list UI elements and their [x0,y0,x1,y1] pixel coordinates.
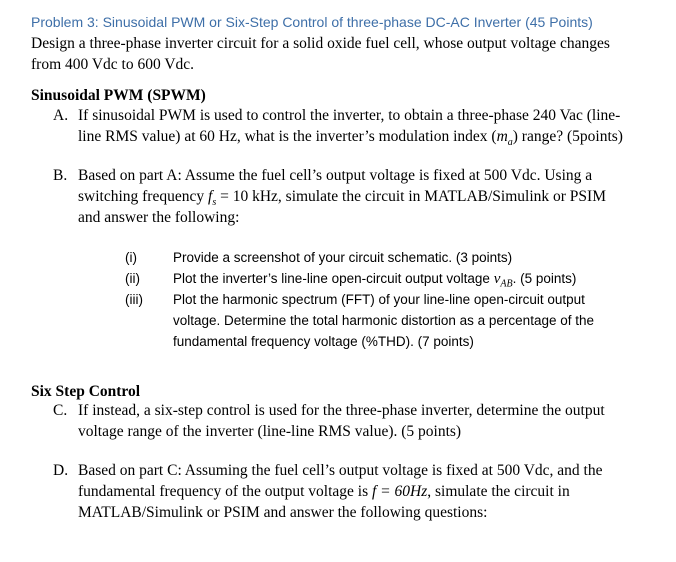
subitem-ii-text-post: . (5 points) [512,271,577,286]
subitem-iii-line-2: voltage. Determine the total harmonic distortion as a percentage of the [173,313,594,328]
part-a-line-2-pre: line RMS value) at 60 Hz, what is the inverter’s modulation index ( [78,128,497,145]
part-c-label: C. [53,402,68,419]
part-d-line-2 [78,481,570,503]
subitem-iii-line-1: Plot the harmonic spectrum (FFT) of your line-line open-circuit output [173,292,585,307]
part-b-line-3: and answer the following: [78,209,240,226]
part-d-line-2-pre: fundamental frequency of the output voltage is [78,483,372,500]
part-b-line-2-pre: switching frequency [78,188,208,205]
switching-frequency-subscript: s [212,197,217,209]
part-c-line-2: voltage range of the inverter (line-line RMS value). (5 points) [78,423,462,440]
spwm-heading: Sinusoidal PWM (SPWM) [31,87,206,104]
part-a-label: A. [53,107,69,124]
part-b-label: B. [53,167,68,184]
subitem-iii-numeral: (iii) [125,292,143,307]
part-a-line-2-post: ) range? (5points) [512,128,623,145]
voltage-vab-subscript: AB [500,278,513,290]
subitem-ii-text-pre: Plot the inverter’s line-line open-circuit output voltage [173,271,494,286]
intro-line-2: from 400 Vdc to 600 Vdc. [31,56,195,73]
part-a-line-1: If sinusoidal PWM is used to control the inverter, to obtain a three-phase 240 Vac (line- [78,107,621,124]
problem-title: Problem 3: Sinusoidal PWM or Six-Step Control of three-phase DC-AC Inverter (45 Points) [31,14,593,30]
subitem-i-numeral: (i) [125,250,137,265]
part-b-line-1: Based on part A: Assume the fuel cell’s output voltage is fixed at 500 Vdc. Using a [78,167,593,184]
part-d-line-3: MATLAB/Simulink or PSIM and answer the following questions: [78,504,488,521]
modulation-index-subscript: a [507,137,513,149]
subitem-i-text: Provide a screenshot of your circuit schematic. (3 points) [173,250,513,265]
switching-frequency-symbol: f [208,188,213,205]
voltage-vab-symbol: v [493,271,501,287]
subitem-ii-numeral: (ii) [125,271,140,286]
six-step-heading: Six Step Control [31,383,141,400]
modulation-index-symbol: m [496,128,508,145]
intro-line-1: Design a three-phase inverter circuit for a solid oxide fuel cell, whose output voltage changes [31,35,610,52]
part-b-line-2-post: = 10 kHz, simulate the circuit in MATLAB/Simulink or PSIM [216,188,606,205]
part-d-label: D. [53,462,69,479]
part-c-line-1: If instead, a six-step control is used for the three-phase inverter, determine the output [78,402,605,419]
part-a-line-2 [78,126,623,154]
part-d-line-2-post: , simulate the circuit in [427,483,570,500]
fundamental-frequency-expression: f = 60Hz [371,483,428,500]
part-d-line-1: Based on part C: Assuming the fuel cell’s output voltage is fixed at 500 Vdc, and the [78,462,603,479]
subitem-iii-line-3: fundamental frequency voltage (%THD). (7 points) [173,334,474,349]
